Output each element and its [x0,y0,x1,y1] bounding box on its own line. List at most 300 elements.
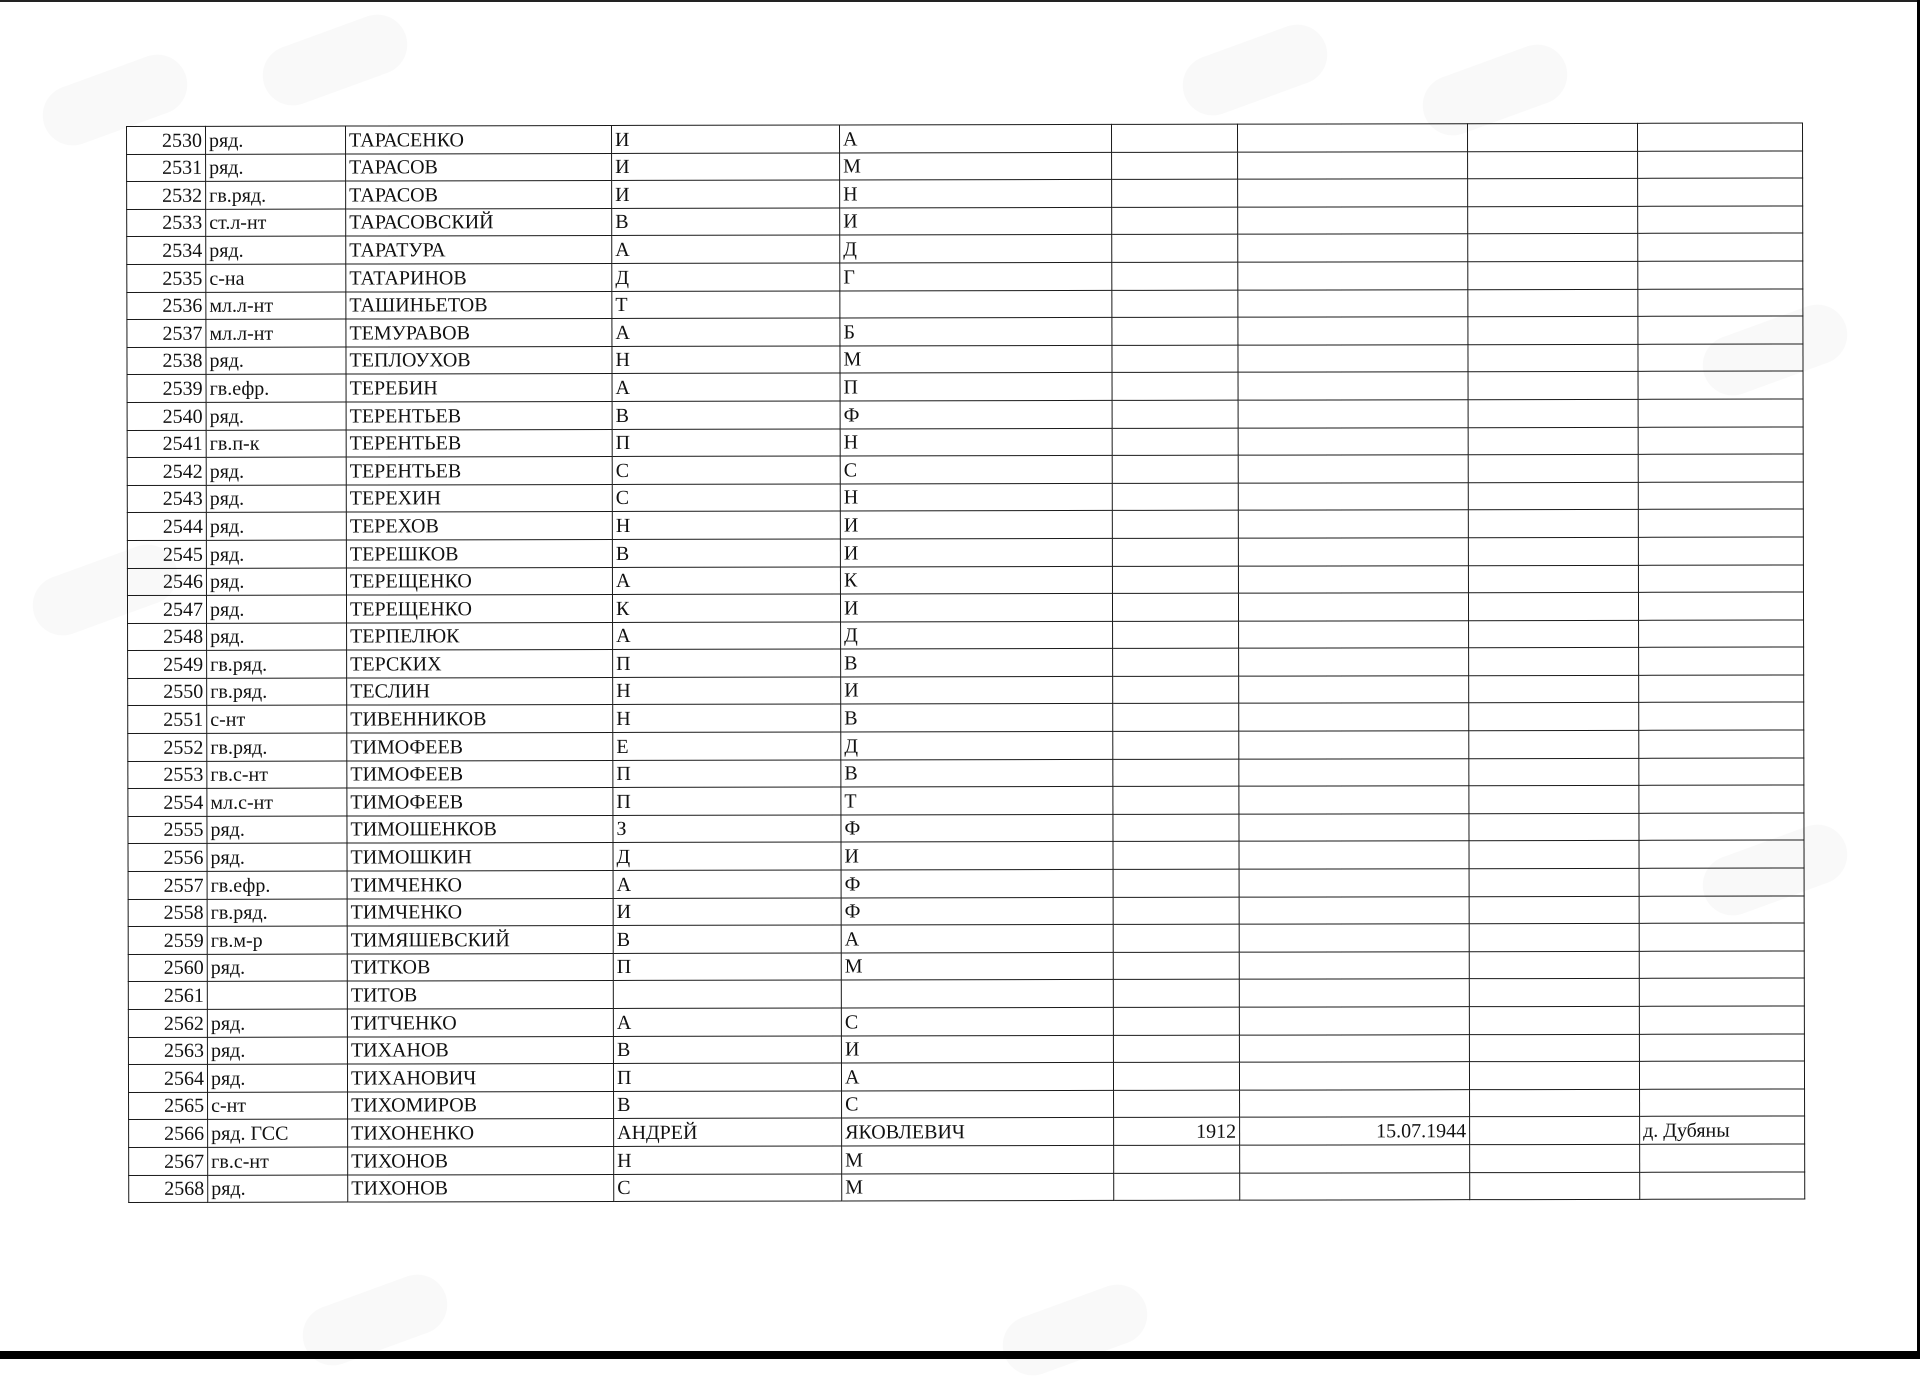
death-date-cell [1240,1172,1470,1200]
first-name-cell: Н [612,346,840,374]
patronymic-cell: Н [840,483,1112,511]
row-number: 2534 [127,237,206,265]
table-row [127,151,1803,182]
scan-edge-bottom [0,1351,1920,1359]
death-date-cell [1238,234,1468,262]
burial-place-cell [1639,785,1804,813]
row-number: 2567 [129,1147,208,1175]
rank-cell: с-на [206,264,346,292]
burial-place-cell [1639,813,1804,841]
burial-place-cell [1639,647,1804,675]
death-date-cell [1239,703,1469,731]
extra-cell [1469,675,1639,703]
death-date-cell [1239,758,1469,786]
rank-cell: гв.с-нт [207,761,347,789]
birth-year-cell [1112,345,1238,373]
death-date-cell [1238,344,1468,372]
rank-cell: гв.ряд. [207,733,347,761]
rank-cell: ряд. [206,595,346,623]
rank-cell: ряд. [206,236,346,264]
rank-cell: гв.ефр. [206,374,346,402]
death-date-cell [1237,124,1467,152]
birth-year-cell: 1912 [1114,1118,1240,1146]
birth-year-cell [1112,262,1238,290]
rank-cell: ряд. [206,126,346,154]
burial-place-cell [1640,1144,1805,1172]
extra-cell [1468,592,1638,620]
row-number: 2544 [127,513,206,541]
extra-cell [1468,565,1638,593]
rank-cell: ряд. [206,540,346,568]
birth-year-cell [1112,510,1238,538]
rank-cell: ряд. [206,347,346,375]
birth-year-cell [1113,952,1239,980]
row-number: 2558 [128,899,207,927]
first-name-cell: В [614,1091,842,1119]
death-date-cell [1238,179,1468,207]
extra-cell [1469,758,1639,786]
surname-cell: ТАТАРИНОВ [346,263,612,291]
death-date-cell [1239,1007,1469,1035]
burial-place-cell [1638,509,1803,537]
death-date-cell [1238,565,1468,593]
birth-year-cell [1113,648,1239,676]
patronymic-cell: М [840,152,1112,180]
burial-place-cell [1639,1034,1804,1062]
table-row [128,620,1804,651]
rank-cell: с-нт [208,1092,348,1120]
row-number: 2568 [129,1175,208,1203]
table-row [128,840,1804,871]
surname-cell: ТИТЧЕНКО [347,1008,613,1036]
birth-year-cell [1113,924,1239,952]
birth-year-cell [1113,759,1239,787]
death-date-cell [1239,952,1469,980]
birth-year-cell [1113,814,1239,842]
birth-year-cell [1113,1062,1239,1090]
watermark-stamp [994,1276,1155,1384]
first-name-cell: И [613,898,841,926]
burial-place-cell: д. Дубяны [1640,1116,1805,1144]
birth-year-cell [1113,1035,1239,1063]
surname-cell: ТАРАСОВ [346,153,612,181]
patronymic-cell: В [841,759,1113,787]
burial-place-cell [1638,564,1803,592]
surname-cell: ТИВЕННИКОВ [347,705,613,733]
patronymic-cell: Ф [841,814,1113,842]
rank-cell: ряд. [207,1064,347,1092]
table-row [128,896,1804,927]
patronymic-cell: Ф [840,400,1112,428]
row-number: 2547 [127,595,206,623]
first-name-cell: З [613,815,841,843]
row-number: 2543 [127,485,206,513]
surname-cell: ТИХОНОВ [348,1146,614,1174]
rank-cell: мл.л-нт [206,319,346,347]
death-date-cell [1238,538,1468,566]
patronymic-cell: Т [841,787,1113,815]
burial-place-cell [1638,289,1803,317]
extra-cell [1469,1034,1639,1062]
patronymic-cell: И [841,1035,1113,1063]
birth-year-cell [1112,373,1238,401]
birth-year-cell [1112,207,1238,235]
row-number: 2538 [127,347,206,375]
surname-cell: ТИТКОВ [347,953,613,981]
surname-cell: ТЕРСКИХ [347,650,613,678]
patronymic-cell: И [840,207,1112,235]
birth-year-cell [1113,786,1239,814]
birth-year-cell [1113,1007,1239,1035]
first-name-cell: Е [613,732,841,760]
first-name-cell: А [612,567,840,595]
birth-year-cell [1112,538,1238,566]
patronymic-cell: И [840,511,1112,539]
table-row [128,675,1804,706]
birth-year-cell [1113,704,1239,732]
row-number: 2539 [127,375,206,403]
first-name-cell: И [612,125,840,153]
death-date-cell [1238,206,1468,234]
patronymic-cell: ЯКОВЛЕВИЧ [842,1118,1114,1146]
row-number: 2531 [127,154,206,182]
row-number: 2556 [128,844,207,872]
first-name-cell: К [612,594,840,622]
burial-place-cell [1638,261,1803,289]
row-number: 2536 [127,292,206,320]
table-row [127,592,1803,623]
surname-cell: ТАШИНЬЕТОВ [346,291,612,319]
first-name-cell: П [613,760,841,788]
patronymic-cell: М [841,952,1113,980]
row-number: 2562 [128,1009,207,1037]
extra-cell [1469,730,1639,758]
surname-cell: ТЕРЕБИН [346,374,612,402]
extra-cell [1468,372,1638,400]
burial-place-cell [1639,675,1804,703]
extra-cell [1468,234,1638,262]
roster-body [127,123,1805,1203]
table-row [128,702,1804,733]
birth-year-cell [1112,179,1238,207]
first-name-cell: И [612,153,840,181]
burial-place-cell [1638,206,1803,234]
rank-cell: мл.с-нт [207,788,347,816]
extra-cell [1470,1144,1640,1172]
rank-cell: ряд. [207,623,347,651]
death-date-cell [1239,924,1469,952]
row-number: 2553 [128,761,207,789]
table-row [127,509,1803,540]
row-number: 2549 [128,651,207,679]
table-row [127,233,1803,264]
patronymic-cell: П [840,373,1112,401]
surname-cell: ТЕРЕЩЕНКО [346,567,612,595]
first-name-cell: А [613,1008,841,1036]
table-row [127,261,1803,292]
death-date-cell [1238,262,1468,290]
birth-year-cell [1112,428,1238,456]
burial-place-cell [1638,454,1803,482]
burial-place-cell [1640,1089,1805,1117]
death-date-cell [1239,1062,1469,1090]
table-row [128,978,1804,1009]
row-number: 2561 [128,982,207,1010]
surname-cell: ТАРАСЕНКО [346,125,612,153]
birth-year-cell [1113,869,1239,897]
surname-cell: ТИХАНОВИЧ [347,1064,613,1092]
patronymic-cell: И [841,842,1113,870]
rank-cell: ряд. [207,816,347,844]
first-name-cell: Д [612,263,840,291]
burial-place-cell [1639,923,1804,951]
patronymic-cell: Д [841,731,1113,759]
burial-place-cell [1639,868,1804,896]
first-name-cell: С [614,1174,842,1202]
extra-cell [1469,813,1639,841]
death-date-cell [1238,317,1468,345]
surname-cell: ТИХОНОВ [348,1174,614,1202]
extra-cell [1468,427,1638,455]
death-date-cell [1238,593,1468,621]
extra-cell [1469,786,1639,814]
surname-cell: ТЕРЕШКОВ [346,539,612,567]
surname-cell: ТЕРЕНТЬЕВ [346,429,612,457]
table-row [128,868,1804,899]
extra-cell [1468,510,1638,538]
burial-place-cell [1638,178,1803,206]
rank-cell: ряд. [206,154,346,182]
burial-place-cell [1639,730,1804,758]
surname-cell: ТИМОШЕНКОВ [347,815,613,843]
first-name-cell: В [612,208,840,236]
surname-cell: ТИХОНЕНКО [348,1119,614,1147]
extra-cell [1468,179,1638,207]
surname-cell: ТЕРЕХОВ [346,512,612,540]
first-name-cell: С [612,456,840,484]
burial-place-cell [1639,840,1804,868]
first-name-cell: А [612,235,840,263]
extra-cell [1470,1117,1640,1145]
patronymic-cell: Г [840,262,1112,290]
birth-year-cell [1114,1173,1240,1201]
burial-place-cell [1638,316,1803,344]
patronymic-cell: С [842,1090,1114,1118]
table-row [127,564,1803,595]
table-row [127,537,1803,568]
rank-cell: гв.ряд. [207,899,347,927]
burial-place-cell [1639,951,1804,979]
burial-place-cell [1638,427,1803,455]
extra-cell [1469,924,1639,952]
death-date-cell: 15.07.1944 [1240,1117,1470,1145]
birth-year-cell [1113,676,1239,704]
patronymic-cell: Д [841,621,1113,649]
first-name-cell: С [612,484,840,512]
surname-cell: ТАРАТУРА [346,236,612,264]
first-name-cell: П [613,787,841,815]
row-number: 2560 [128,954,207,982]
rank-cell: мл.л-нт [206,292,346,320]
patronymic-cell: И [840,538,1112,566]
burial-place-cell [1639,978,1804,1006]
row-number: 2541 [127,430,206,458]
rank-cell: ряд. [208,1175,348,1203]
rank-cell: ряд. [206,457,346,485]
extra-cell [1469,896,1639,924]
surname-cell: ТИМЧЕНКО [347,898,613,926]
watermark-stamp [1174,16,1335,124]
death-date-cell [1239,841,1469,869]
rank-cell: гв.с-нт [208,1147,348,1175]
burial-place-cell [1638,537,1803,565]
row-number: 2559 [128,927,207,955]
row-number: 2548 [128,623,207,651]
first-name-cell: Т [612,291,840,319]
burial-place-cell [1639,620,1804,648]
patronymic-cell: И [840,594,1112,622]
first-name-cell: П [613,953,841,981]
extra-cell [1469,1062,1639,1090]
table-row [127,178,1803,209]
death-date-cell [1238,151,1468,179]
burial-place-cell [1637,123,1802,151]
patronymic-cell [840,290,1112,318]
row-number: 2537 [127,319,206,347]
table-row [128,730,1804,761]
table-row [128,1034,1804,1065]
first-name-cell: Д [613,842,841,870]
row-number: 2563 [128,1037,207,1065]
row-number: 2535 [127,264,206,292]
patronymic-cell: А [841,1063,1113,1091]
death-date-cell [1239,896,1469,924]
rank-cell: ст.л-нт [206,209,346,237]
first-name-cell: А [612,373,840,401]
patronymic-cell: М [840,345,1112,373]
rank-cell: с-нт [207,706,347,734]
first-name-cell: И [612,180,840,208]
death-date-cell [1239,786,1469,814]
burial-place-cell [1638,344,1803,372]
surname-cell: ТИМОФЕЕВ [347,733,613,761]
birth-year-cell [1112,400,1238,428]
surname-cell: ТЕРЕЩЕНКО [346,595,612,623]
birth-year-cell [1112,235,1238,263]
extra-cell [1468,289,1638,317]
death-date-cell [1238,400,1468,428]
patronymic-cell: Д [840,235,1112,263]
birth-year-cell [1113,621,1239,649]
surname-cell: ТЕМУРАВОВ [346,319,612,347]
surname-cell: ТИМЧЕНКО [347,871,613,899]
first-name-cell: Н [613,677,841,705]
row-number: 2551 [128,706,207,734]
patronymic-cell: М [842,1145,1114,1173]
burial-place-cell [1639,1006,1804,1034]
burial-place-cell [1640,1172,1805,1200]
patronymic-cell: С [840,456,1112,484]
extra-cell [1468,316,1638,344]
first-name-cell: В [612,539,840,567]
patronymic-cell: Н [840,428,1112,456]
birth-year-cell [1114,1090,1240,1118]
death-date-cell [1238,482,1468,510]
birth-year-cell [1112,290,1238,318]
extra-cell [1469,868,1639,896]
first-name-cell: Н [612,511,840,539]
birth-year-cell [1114,1145,1240,1173]
extra-cell [1469,1006,1639,1034]
patronymic-cell: И [841,676,1113,704]
death-date-cell [1239,814,1469,842]
surname-cell: ТИХАНОВ [347,1036,613,1064]
extra-cell [1468,344,1638,372]
first-name-cell: А [613,870,841,898]
burial-place-cell [1639,896,1804,924]
rank-cell: ряд. [206,512,346,540]
birth-year-cell [1112,483,1238,511]
birth-year-cell [1112,455,1238,483]
surname-cell: ТИХОМИРОВ [348,1091,614,1119]
rank-cell: гв.ефр. [207,871,347,899]
surname-cell: ТЕРЕНТЬЕВ [346,457,612,485]
surname-cell: ТЕРЕХИН [346,484,612,512]
burial-place-cell [1638,371,1803,399]
first-name-cell: П [613,649,841,677]
table-row [128,1061,1804,1092]
death-date-cell [1239,1034,1469,1062]
patronymic-cell: В [841,649,1113,677]
rank-cell: гв.ряд. [207,650,347,678]
rank-cell: ряд. [207,843,347,871]
first-name-cell: В [613,925,841,953]
surname-cell: ТЕСЛИН [347,677,613,705]
extra-cell [1468,261,1638,289]
surname-cell: ТЕРЕНТЬЕВ [346,401,612,429]
death-date-cell [1239,620,1469,648]
extra-cell [1468,482,1638,510]
surname-cell: ТАРАСОВ [346,181,612,209]
watermark-stamp [254,6,415,114]
row-number: 2557 [128,871,207,899]
first-name-cell: В [612,401,840,429]
death-date-cell [1238,372,1468,400]
death-date-cell [1239,869,1469,897]
row-number: 2540 [127,402,206,430]
surname-cell: ТЕПЛОУХОВ [346,346,612,374]
rank-cell: ряд. [206,568,346,596]
table-row [128,1006,1804,1037]
patronymic-cell: Ф [841,869,1113,897]
table-row [127,206,1803,237]
extra-cell [1469,648,1639,676]
first-name-cell: АНДРЕЙ [614,1118,842,1146]
table-row [128,647,1804,678]
row-number: 2530 [127,126,206,154]
extra-cell [1468,151,1638,179]
surname-cell: ТЕРПЕЛЮК [347,622,613,650]
patronymic-cell: К [840,566,1112,594]
rank-cell: ряд. [207,1037,347,1065]
first-name-cell: В [613,1036,841,1064]
table-row [128,785,1804,816]
burial-place-cell [1638,233,1803,261]
table-row [127,454,1803,485]
death-date-cell [1240,1089,1470,1117]
extra-cell [1468,454,1638,482]
row-number: 2542 [127,457,206,485]
